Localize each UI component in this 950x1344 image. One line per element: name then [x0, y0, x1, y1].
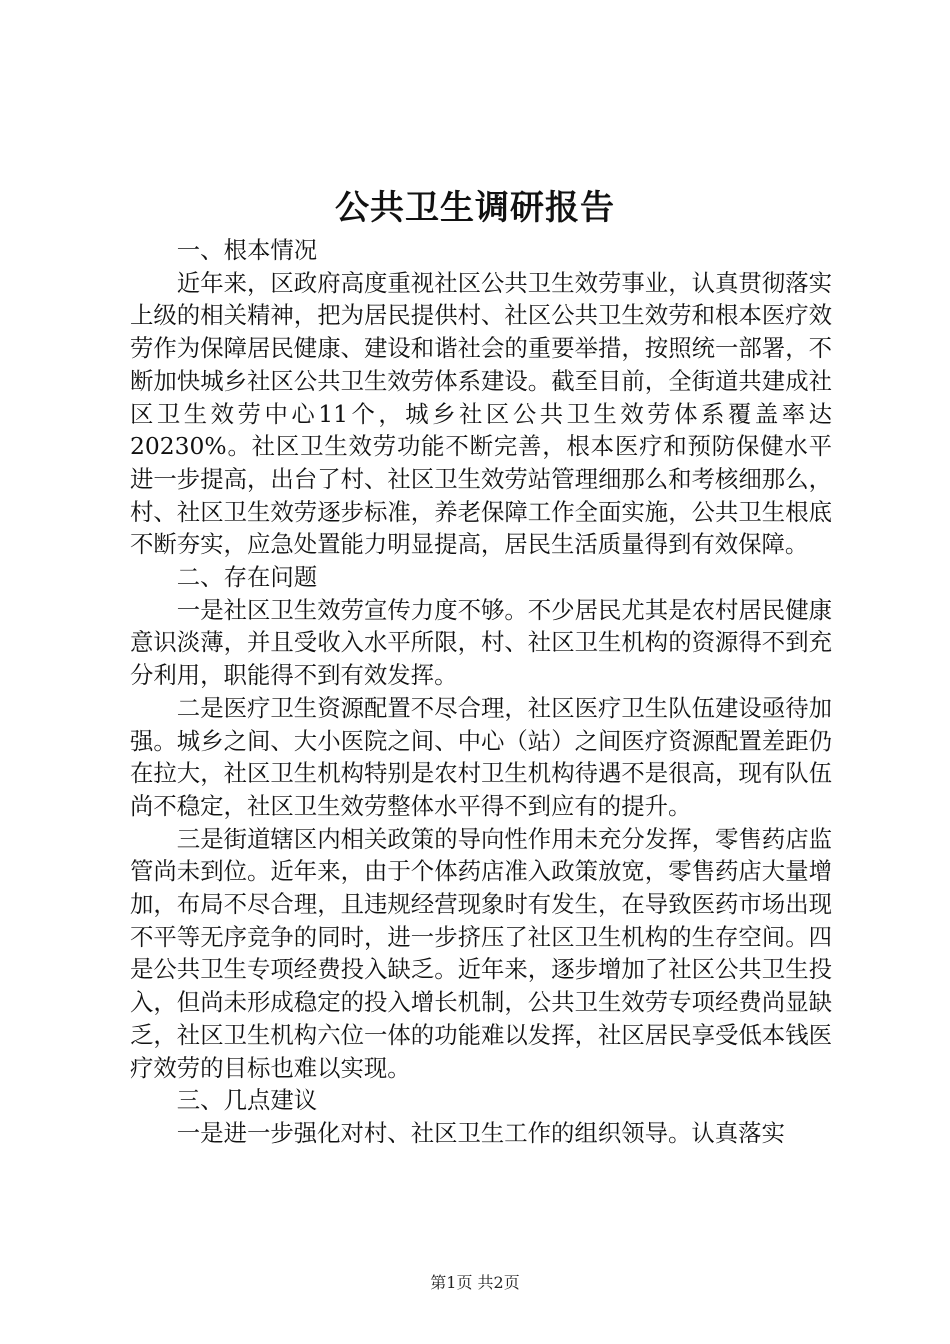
- document-body: [130, 234, 832, 1150]
- paragraph-problem-3: 三是街道辖区内相关政策的导向性作用未充分发挥，零售药店监管尚未到位。近年来，由于个体药店准入政策放宽，零售药店大量增加，布局不尽合理，且违规经营现象时有发生，在导致医药市场出现不平等无序竞争的同时，进一步挤压了社区卫生机构的生存空间。四是公共卫生专项经费投入缺乏。近年来，逐步增加了社区公共卫生投入，但尚未形成稳定的投入增长机制，公共卫生效劳专项经费尚显缺乏，社区卫生机构六位一体的功能难以发挥，社区居民享受低本钱医疗效劳的目标也难以实现。: [130, 824, 832, 1082]
- page-number: 第1页 共2页: [430, 1273, 520, 1292]
- paragraph-basic-situation: 近年来，区政府高度重视社区公共卫生效劳事业，认真贯彻落实上级的相关精神，把为居民提供村、社区公共卫生效劳和根本医疗效劳作为保障居民健康、建设和谐社会的重要举措，按照统一部署，不断加快城乡社区公共卫生效劳体系建设。截至目前，全街道共建成社区卫生效劳中心11个，城乡社区公共卫生效劳体系覆盖率达20230%。社区卫生效劳功能不断完善，根本医疗和预防保健水平进一步提高，出台了村、社区卫生效劳站管理细那么和考核细那么，村、社区卫生效劳逐步标准，养老保障工作全面实施，公共卫生根底不断夯实，应急处置能力明显提高，居民生活质量得到有效保障。: [130, 268, 832, 559]
- paragraph-problem-1: 一是社区卫生效劳宣传力度不够。不少居民尤其是农村居民健康意识淡薄，并且受收入水平所限，村、社区卫生机构的资源得不到充分利用，职能得不到有效发挥。: [130, 595, 832, 690]
- document-title: 公共卫生调研报告: [335, 188, 615, 228]
- paragraph-problem-2: 二是医疗卫生资源配置不尽合理，社区医疗卫生队伍建设亟待加强。城乡之间、大小医院之间、中心（站）之间医疗资源配置差距仍在拉大，社区卫生机构特别是农村卫生机构待遇不是很高，现有队伍尚不稳定，社区卫生效劳整体水平得不到应有的提升。: [130, 693, 832, 820]
- section-heading-basic-situation: 一、根本情况: [176, 236, 318, 264]
- section-heading-problems: 二、存在问题: [176, 563, 318, 592]
- paragraph-suggestion-1: 一是进一步强化对村、社区卫生工作的组织领导。认真落实: [176, 1118, 785, 1147]
- section-heading-suggestions: 三、几点建议: [176, 1086, 318, 1115]
